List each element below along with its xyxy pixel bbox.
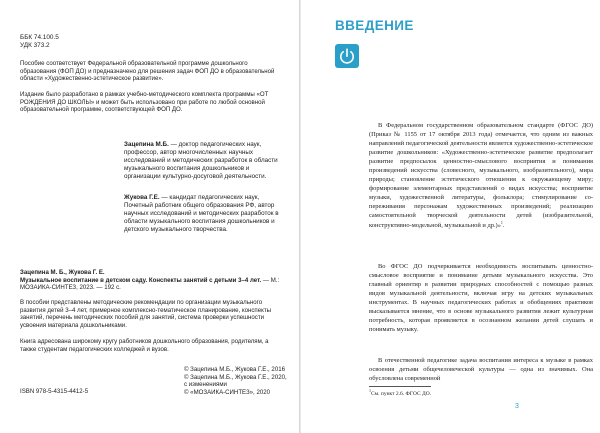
copyright-block bbox=[184, 366, 294, 396]
author-name: Жукова Г.Е. bbox=[124, 194, 160, 201]
intro-paragraph-1 bbox=[369, 121, 593, 230]
copyright-line: © «МОЗАИКА-СИНТЕЗ», 2020 bbox=[184, 388, 271, 396]
udk-code: УДК 373.2 bbox=[20, 42, 50, 49]
copyright-line: с изменениями bbox=[184, 381, 227, 389]
biblio-title: Музыкальное воспитание в детском саду. Конспекты занятий с детьми 3–4 лет. bbox=[20, 276, 262, 284]
footnote-divider bbox=[369, 386, 431, 387]
compliance-note: Пособие соответствует Федеральной образовательной программе дошкольного образования (ФОП ДО) и предназначено для решения задач ФОП ДО в образовательной области «Художественно-эстетическое развитие». bbox=[20, 60, 275, 83]
intro-paragraph-3: В отечественной педагогике задача воспитания интереса к музыке в рамках освоения детьми общечеловеческой культуры — одна из значимых. Она обусловлена современной bbox=[369, 357, 593, 383]
bibliographic-record bbox=[20, 269, 285, 292]
isbn: ISBN 978-5-4315-4412-5 bbox=[20, 388, 89, 395]
footnote-marker: 1 bbox=[369, 388, 371, 394]
author-name: Зацепина М.Б. bbox=[124, 141, 169, 148]
audience-text: Книга адресована широкому кругу работников дошкольного образования, родителям, а также студентам педагогических колледжей и вузов. bbox=[20, 338, 269, 353]
copyright-line: © Зацепина М.Б., Жукова Г.Е., 2016 bbox=[184, 366, 285, 373]
author-bio-zatsepina bbox=[124, 141, 286, 181]
footnote bbox=[369, 388, 432, 398]
author-description: — доктор педагогических наук, профессор, автор многочисленных научных исследований и методических разработок в области музыкального воспитания дошкольников и организации культурно-досуговой деятельности. bbox=[124, 141, 278, 180]
program-note: Издание было разработано в рамках учебно-методического комплекта программы «ОТ РОЖДЕНИЯ ДО ШКОЛЫ» и может быть использовано при работе по любой основной образовательной программе, соответствующей ФОП ДО. bbox=[20, 91, 269, 114]
paragraph-end: . bbox=[502, 221, 505, 229]
biblio-authors: Зацепина М. Б., Жукова Г. Е. bbox=[20, 269, 105, 276]
paragraph-text: В Федеральном государственном образовательном стандарте (ФГОС ДО) (Приказ № 1155 от 17 октября 2013 года) отмечается, что одним из важных направлений педагогической деятельности является художественно-эстетическое развитие дошкольников: «Художественно-эстетическое развитие предполагает развитие предпосылок ценностно-смыслового восприятия и понимания произведений искусства (словесного, музыкального, изобразительного), мира природы; становление эстетического отношения к окружающему миру; формирование элементарных представлений о видах искусства; восприятие музыки, художественной литературы, фольклора; стимулирование со-переживания персонажам художественных произведений; реализацию самостоятельной творческой деятельности детей (изобразительной, конструктивно-модельной, музыкальной и др.)» bbox=[369, 122, 593, 229]
copyright-line: © Зацепина М.Б., Жукова Г.Е., 2020, bbox=[184, 373, 287, 381]
intro-paragraph-2: Во ФГОС ДО подчеркивается необходимость воспитывать ценностно-смысловое восприятие и понимание детьми музыкального искусства. Это главный ориентир в развитии природных способностей с помощью разных видов музыкальной деятельности, включая игру на детских музыкальных инструментах. В научных педагогических работах и обобщениях практиков высказывается мнение, что в основе музыкального развития лежит культурная потребность, которая проявляется в осознанном желании детей слушать и понимать музыку. bbox=[369, 263, 593, 334]
footnote-ref[interactable]: 1 bbox=[500, 219, 503, 225]
author-bio-zhukova bbox=[124, 194, 286, 234]
footnote-text: См. пункт 2.6. ФГОС ДО. bbox=[371, 391, 432, 397]
biblio-publisher: — М.: МОЗАИКА-СИНТЕЗ, 2023. — 192 с. bbox=[20, 276, 280, 292]
annotation-text: В пособии представлены методические рекомендации по организации музыкального развития детей 3–4 лет, примерное комплексно-тематическое планирование, конспекты занятий, перечень методических пособий для занятий, система проверки успешности усвоения материала дошкольниками. bbox=[20, 299, 271, 329]
chapter-heading: ВВЕДЕНИЕ bbox=[335, 18, 414, 33]
bbk-code: ББК 74.100.5 bbox=[20, 34, 59, 41]
classification-codes bbox=[20, 34, 59, 50]
author-description: — кандидат педагогических наук, Почетный работник общего образования РФ, автор научных исследований и методических разработок в области музыкального воспитания дошкольников и детского музыкального творчества. bbox=[124, 194, 279, 233]
power-icon bbox=[335, 44, 359, 68]
page-number: 3 bbox=[515, 403, 519, 410]
